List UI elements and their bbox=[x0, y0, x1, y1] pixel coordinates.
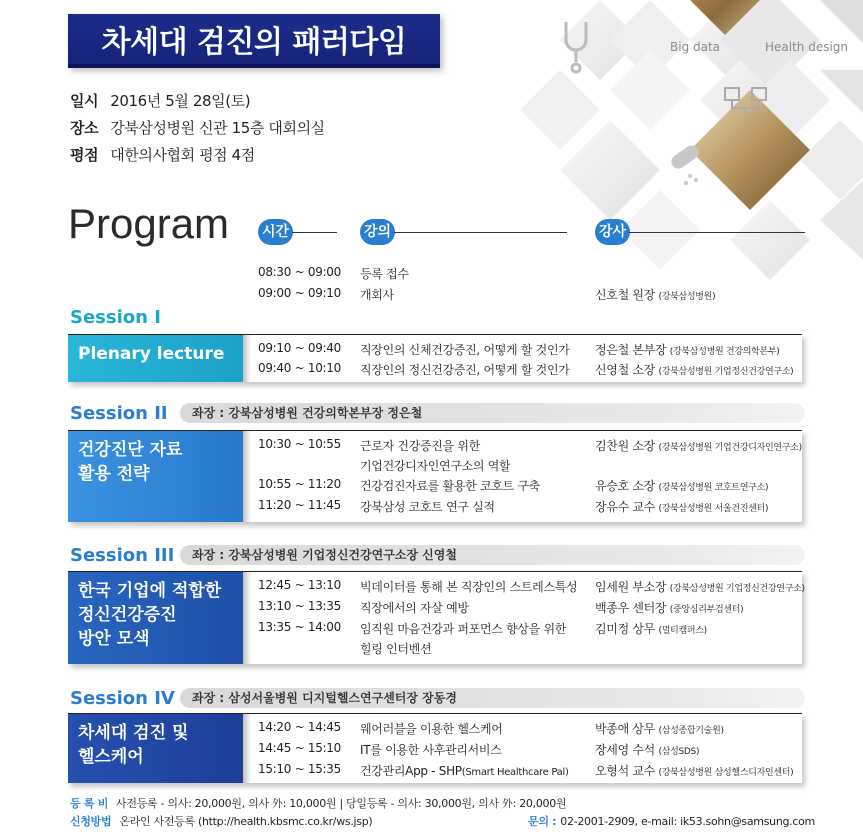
session-2-label-line-1: 건강진단 자료 bbox=[78, 440, 183, 460]
session-1-label-line-1: Plenary lecture bbox=[78, 344, 225, 364]
session-3-label-line-1: 한국 기업에 적합한 bbox=[78, 581, 222, 601]
session-4-speaker-1 bbox=[595, 720, 724, 737]
fee-key: 등 록 비 bbox=[70, 797, 109, 810]
session-2-speaker-2 bbox=[595, 477, 768, 494]
speaker-affiliation: (강북삼성병원 삼성헬스디자인센터) bbox=[658, 768, 794, 778]
info-place-key: 장소 bbox=[70, 119, 99, 137]
contact-info bbox=[528, 813, 815, 829]
session-3-lecture-1: 빅데이터를 통해 본 직장인의 스트레스특성 bbox=[360, 580, 578, 594]
health-design-label: Health design bbox=[765, 40, 849, 54]
session-2-lecture-1b: 기업건강디자인연구소의 역할 bbox=[360, 459, 511, 473]
session-4-lecture-3 bbox=[360, 762, 569, 779]
column-header-speaker: 강사 bbox=[595, 219, 630, 245]
speaker-name: 백종우 센터장 bbox=[595, 601, 667, 615]
session-2-time-2: 10:55 ~ 11:20 bbox=[258, 477, 341, 491]
session-4-speaker-3 bbox=[595, 762, 793, 779]
session-3-label-line-3: 방안 모색 bbox=[78, 629, 150, 649]
session-2-lecture-2: 건강검진자료를 활용한 코호트 구축 bbox=[360, 479, 540, 493]
speaker-name: 임세원 부소장 bbox=[595, 580, 667, 594]
session-3-speaker-3 bbox=[595, 620, 707, 637]
session-3-title: Session III bbox=[70, 545, 175, 566]
session-3-lecture-3b: 힐링 인터벤션 bbox=[360, 642, 432, 656]
fee-value: 사전등록 - 의사: 20,000원, 의사 外: 10,000원 | 당일등록 - 의사: 30,000원, 의사 外: 20,000원 bbox=[116, 797, 567, 810]
speaker-name: 신영철 소장 bbox=[595, 363, 655, 377]
apply-key: 신청방법 bbox=[70, 815, 112, 828]
session-3-chair: 좌장 : 강북삼성병원 기업정신건강연구소장 신영철 bbox=[180, 545, 805, 565]
speaker-affiliation: (강북삼성병원 건강의학본부) bbox=[669, 347, 780, 357]
column-line-time bbox=[292, 232, 337, 233]
speaker-name: 유승호 소장 bbox=[595, 479, 655, 493]
session-3-label-line-2: 정신건강증진 bbox=[78, 605, 177, 625]
info-place-value: 강북삼성병원 신관 15층 대회의실 bbox=[110, 119, 325, 137]
speaker-name: 장유수 교수 bbox=[595, 500, 655, 514]
contact-key: 문의 : bbox=[528, 815, 557, 828]
apply-url[interactable]: 온라인 사전등록 (http://health.kbsmc.co.kr/ws.jsp) bbox=[119, 815, 373, 828]
session-1-time-2: 09:40 ~ 10:10 bbox=[258, 361, 341, 375]
session-4-label bbox=[68, 714, 243, 783]
session-2-lecture-3: 강북삼성 코호트 연구 실적 bbox=[360, 500, 495, 514]
session-2-label-line-2: 활용 전략 bbox=[78, 464, 150, 484]
label-accent bbox=[243, 572, 251, 664]
info-date-value: 2016년 5월 28일(토) bbox=[110, 92, 251, 110]
session-3-speaker-1 bbox=[595, 578, 805, 595]
speaker-affiliation: (삼성SDS) bbox=[658, 747, 700, 757]
session-1-title: Session I bbox=[70, 307, 161, 328]
speaker-affiliation: (강북삼성병원) bbox=[658, 292, 716, 302]
session-4-time-2: 14:45 ~ 15:10 bbox=[258, 741, 341, 755]
session-2-lecture-1: 근로자 건강증진을 위한 bbox=[360, 439, 480, 453]
speaker-name: 박종애 상무 bbox=[595, 722, 655, 736]
label-accent bbox=[243, 431, 251, 522]
session-4-speaker-2 bbox=[595, 741, 699, 758]
session-1-speaker-2 bbox=[595, 361, 793, 378]
speaker-name: 정은철 본부장 bbox=[595, 343, 667, 357]
session-3-time-2: 13:10 ~ 13:35 bbox=[258, 599, 341, 613]
label-accent bbox=[243, 714, 251, 783]
session-2-time-1: 10:30 ~ 10:55 bbox=[258, 437, 341, 451]
session-4-chair: 좌장 : 삼성서울병원 디지털헬스연구센터장 장동경 bbox=[180, 688, 805, 708]
session-4-lecture-1: 웨어러블을 이용한 헬스케어 bbox=[360, 722, 503, 736]
session-4-lecture-2: IT를 이용한 사후관리서비스 bbox=[360, 743, 502, 757]
session-1-time-1: 09:10 ~ 09:40 bbox=[258, 341, 341, 355]
session-2-label bbox=[68, 431, 243, 522]
session-4-label-line-1: 차세대 검진 및 bbox=[78, 723, 189, 743]
contact-value[interactable]: 02-2001-2909, e-mail: ik53.sohn@samsung.com bbox=[560, 815, 815, 828]
session-4-title: Session IV bbox=[70, 688, 175, 709]
opening-lecture-1: 등록 접수 bbox=[360, 267, 409, 281]
session-3-speaker-2 bbox=[595, 599, 743, 616]
session-1-lecture-1: 직장인의 신체건강증진, 어떻게 할 것인가 bbox=[360, 343, 570, 357]
info-credit-value: 대한의사협회 평점 4점 bbox=[110, 146, 255, 164]
speaker-name: 장세영 수석 bbox=[595, 743, 655, 757]
info-credit bbox=[70, 144, 255, 165]
info-place bbox=[70, 117, 325, 138]
session-3-label bbox=[68, 572, 243, 664]
session-4-label-line-2: 헬스케어 bbox=[78, 747, 144, 767]
column-header-time: 시간 bbox=[258, 219, 293, 245]
opening-speaker-2 bbox=[595, 286, 715, 303]
speaker-affiliation: (멀티캠퍼스) bbox=[658, 626, 707, 636]
speaker-affiliation: (강북삼성병원 코호트연구소) bbox=[658, 483, 769, 493]
session-2-speaker-1 bbox=[595, 437, 802, 454]
opening-lecture-2: 개회사 bbox=[360, 288, 394, 302]
session-2-time-3: 11:20 ~ 11:45 bbox=[258, 498, 341, 512]
page-title: 차세대 검진의 패러다임 bbox=[68, 14, 440, 68]
session-4-time-3: 15:10 ~ 15:35 bbox=[258, 762, 341, 776]
session-4-time-1: 14:20 ~ 14:45 bbox=[258, 720, 341, 734]
session-3-time-1: 12:45 ~ 13:10 bbox=[258, 578, 341, 592]
speaker-name: 김미정 상무 bbox=[595, 622, 655, 636]
pill-icon bbox=[669, 143, 702, 185]
info-date-key: 일시 bbox=[70, 92, 99, 110]
speaker-affiliation: (강북삼성병원 기업정신건강연구소) bbox=[669, 584, 805, 594]
speaker-name: 김찬원 소장 bbox=[595, 439, 655, 453]
session-2-speaker-3 bbox=[595, 498, 768, 515]
info-credit-key: 평점 bbox=[70, 146, 99, 164]
session-2-chair: 좌장 : 강북삼성병원 건강의학본부장 정은철 bbox=[180, 403, 805, 423]
big-data-label: Big data bbox=[670, 40, 721, 54]
lecture-sub: (Smart Healthcare Pal) bbox=[461, 767, 569, 778]
session-2-title: Session II bbox=[70, 403, 168, 424]
session-1-lecture-2: 직장인의 정신건강증진, 어떻게 할 것인가 bbox=[360, 363, 570, 377]
column-header-lecture: 강의 bbox=[360, 219, 395, 245]
program-title: Program bbox=[68, 200, 230, 247]
speaker-affiliation: (강북삼성병원 서울건진센터) bbox=[658, 504, 769, 514]
label-accent bbox=[243, 335, 251, 382]
speaker-name: 오형석 교수 bbox=[595, 764, 655, 778]
decorative-graphic bbox=[500, 0, 863, 300]
speaker-affiliation: (중앙심리부검센터) bbox=[669, 605, 744, 615]
apply-info bbox=[70, 813, 372, 829]
session-1-label bbox=[68, 335, 243, 382]
session-1-speaker-1 bbox=[595, 341, 780, 358]
session-3-time-3: 13:35 ~ 14:00 bbox=[258, 620, 341, 634]
speaker-name: 신호철 원장 bbox=[595, 288, 655, 302]
opening-time-2: 09:00 ~ 09:10 bbox=[258, 286, 341, 300]
column-line-lecture bbox=[394, 232, 567, 233]
speaker-affiliation: (강북삼성병원 기업정신건강연구소) bbox=[658, 367, 794, 377]
fee-info bbox=[70, 795, 566, 811]
info-date bbox=[70, 90, 250, 111]
opening-time-1: 08:30 ~ 09:00 bbox=[258, 265, 341, 279]
session-3-lecture-3: 임직원 마음건강과 퍼포먼스 향상을 위한 bbox=[360, 622, 567, 636]
speaker-affiliation: (강북삼성병원 기업건강디자인연구소) bbox=[658, 443, 802, 453]
lecture-main: 건강관리App - SHP bbox=[360, 764, 462, 778]
speaker-affiliation: (삼성종합기술원) bbox=[658, 726, 724, 736]
column-line-speaker bbox=[629, 232, 805, 233]
session-3-lecture-2: 직장에서의 자살 예방 bbox=[360, 601, 469, 615]
